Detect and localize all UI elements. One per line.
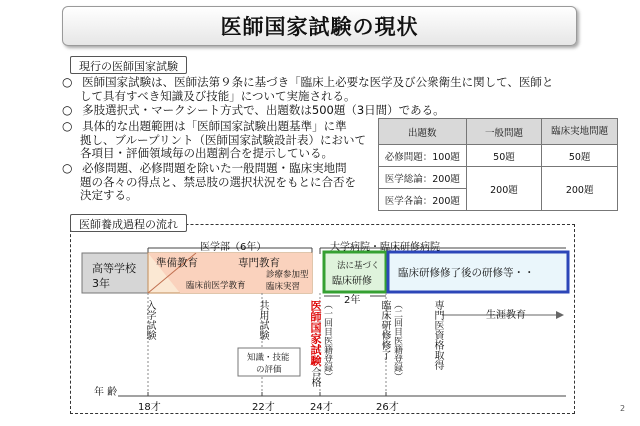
age-24: 24才: [310, 402, 333, 413]
clerkship-label-2: 臨床実習: [266, 282, 301, 292]
bullet-4-line-2: 題の各々の得点と、禁忌肢の選択状況をもとに合否を: [80, 174, 356, 189]
knowledge-skill-label-2: の評価: [256, 365, 282, 375]
bullet-4-line-3: 決定する。: [80, 188, 138, 202]
preclinical-label: 臨床前医学教育: [186, 281, 246, 291]
table-cell-required-general: 50題: [466, 145, 542, 167]
bullet-circle-icon: ○: [62, 103, 73, 117]
high-school-label: 高等学校: [92, 262, 136, 275]
high-school-years: 3年: [92, 277, 110, 290]
age-18: 18才: [138, 402, 161, 413]
common-exam-label: 共用試験: [257, 300, 268, 340]
residency-label-1: 法に基づく: [337, 261, 380, 271]
section-label-current-exam: 現行の医師国家試験: [70, 56, 187, 74]
table-row-general-medicine: 医学総論：200題: [379, 167, 467, 189]
bullet-4-line-1: 必修問題、必修問題を除いた一般問題・臨床実地問: [82, 161, 347, 175]
clerkship-label-1: 診療参加型: [266, 270, 309, 280]
table-header-general: 一般問題: [466, 119, 542, 145]
national-exam-label: 医師国家試験: [309, 300, 322, 366]
specialty-education-label: 専門教育: [238, 257, 280, 269]
table-row-required: 必修問題：100題: [379, 145, 467, 167]
page-title: 医師国家試験の現状: [62, 6, 577, 46]
national-exam-pass-label: 合格: [309, 367, 320, 387]
table-cell-required-clinical: 50題: [542, 145, 618, 167]
bullet-1-line-2: して具有すべき知識及び技能」について実施される。: [80, 88, 356, 103]
lifelong-label: 生涯教育: [486, 310, 526, 321]
age-26: 26才: [376, 402, 399, 413]
table-cell-merged-clinical: 200題: [542, 167, 618, 211]
two-years-label: 2年: [344, 295, 361, 306]
entrance-exam-label: 入学試験: [144, 300, 155, 340]
knowledge-skill-label-1: 知識・技能: [247, 353, 290, 363]
age-22: 22才: [252, 402, 275, 413]
table-header-count: 出題数: [379, 119, 467, 145]
section-label-training-flow: 医師養成過程の流れ: [70, 214, 187, 232]
table-header-clinical: 臨床実地問題: [542, 119, 618, 145]
specialist-label: 専門医資格取得: [432, 300, 443, 370]
age-axis-label: 年 齢: [94, 387, 118, 398]
bullet-circle-icon: ○: [62, 75, 73, 89]
bullet-3-line-1: 具体的な出題範囲は「医師国家試験出題基準」に準: [82, 119, 347, 133]
registration-1-label: （一回目医籍登録）: [322, 300, 332, 381]
residency-complete-label: 臨床研修修了: [379, 300, 390, 360]
bullet-2-line-1: 多肢選択式・マークシート方式で、出題数は500題（3日間）である。: [82, 103, 445, 117]
bullet-3-line-3: 各項目・評価領域毎の出題割合を提示している。: [80, 146, 333, 160]
university-hospital-label: 大学病院・臨床研修病院: [330, 242, 440, 253]
medical-school-label: 医学部（6年）: [200, 242, 267, 253]
page-number: 2: [620, 404, 626, 413]
after-residency-label: 臨床研修修了後の研修等・・: [398, 267, 535, 279]
residency-label-2: 臨床研修: [332, 276, 372, 287]
table-row-specific-medicine: 医学各論：200題: [379, 189, 467, 211]
bullet-circle-icon: ○: [62, 161, 73, 175]
bullet-1-line-1: 医師国家試験は、医師法第９条に基づき「臨床上必要な医学及び公衆衛生に関して、医師と: [82, 75, 554, 89]
prep-education-label: 準備教育: [156, 257, 198, 269]
table-cell-merged-general: 200題: [466, 167, 542, 211]
bullet-3-line-2: 拠し、ブループリント（医師国家試験設計表）において: [80, 132, 367, 147]
registration-2-label: （二回目医籍登録）: [392, 300, 402, 381]
bullet-circle-icon: ○: [62, 119, 73, 133]
